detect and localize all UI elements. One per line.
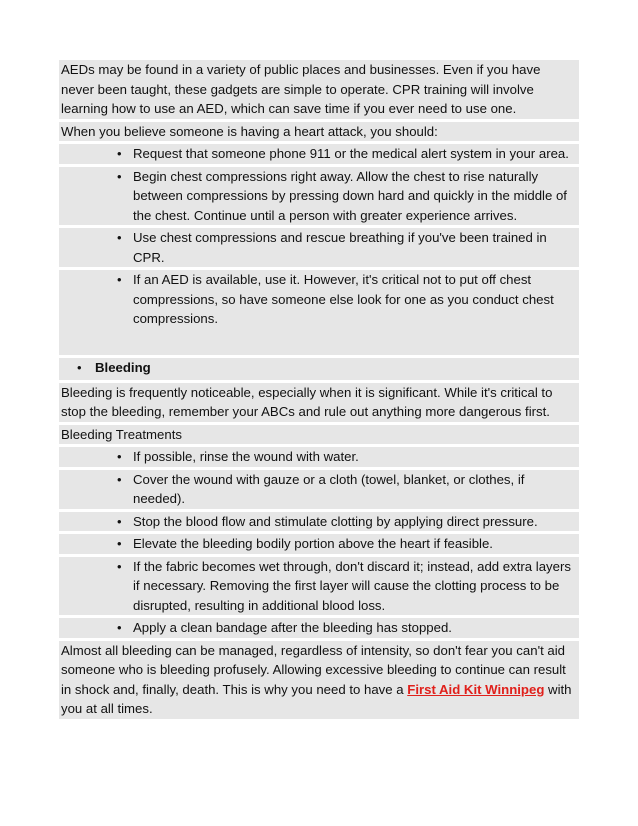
heart-attack-intro: When you believe someone is having a heart attack, you should: bbox=[59, 122, 579, 142]
list-item-text: Apply a clean bandage after the bleeding has stopped. bbox=[133, 620, 452, 635]
list-item-text: Request that someone phone 911 or the medical alert system in your area. bbox=[133, 146, 569, 161]
first-aid-kit-link[interactable]: First Aid Kit Winnipeg bbox=[407, 681, 545, 697]
closing-text-before-link: Almost all bleeding can be managed, regardless of intensity, so don't fear you can't aid someone who is bleeding profusely. Allowing excessive bleeding to continue can result in shock and, finally, death. This is why you need to have a bbox=[61, 642, 566, 697]
list-item-text: Use chest compressions and rescue breathing if you've been trained in CPR. bbox=[133, 230, 547, 265]
list-item bbox=[59, 228, 579, 267]
bleeding-heading-row bbox=[59, 358, 579, 380]
bullet-icon: • bbox=[117, 230, 122, 245]
list-item bbox=[59, 512, 579, 532]
list-item bbox=[59, 270, 579, 329]
aed-paragraph: AEDs may be found in a variety of public places and businesses. Even if you have never been taught, these gadgets are simple to operate. CPR training will involve learning how to use an AED, which can save time if you ever need to use one. bbox=[59, 60, 579, 119]
list-item-text: Elevate the bleeding bodily portion above the heart if feasible. bbox=[133, 536, 493, 551]
list-item-text: Begin chest compressions right away. Allow the chest to rise naturally between compressions by pressing down hard and quickly in the middle of the chest. Continue until a person with greater experience arrives. bbox=[133, 168, 567, 223]
list-item bbox=[59, 534, 579, 554]
bleeding-treatments-label: Bleeding Treatments bbox=[59, 425, 579, 445]
bullet-icon: • bbox=[117, 471, 122, 487]
heart-attack-steps-list bbox=[59, 144, 579, 329]
list-item-text: If an AED is available, use it. However, it's critical not to put off chest compressions, so have someone else look for one as you conduct chest compressions. bbox=[133, 272, 554, 326]
bullet-icon: • bbox=[77, 359, 82, 375]
closing-text-after-link: with you at all times. bbox=[61, 681, 572, 716]
list-item-text: If the fabric becomes wet through, don't discard it; instead, add extra layers if necessary. Removing the first layer will cause the clotting process to be disrupted, resulting in additional blood loss. bbox=[133, 558, 571, 613]
bleeding-paragraph: Bleeding is frequently noticeable, especially when it is significant. While it's critical to stop the bleeding, remember your ABCs and rule out anything more dangerous first. bbox=[59, 383, 579, 422]
list-item-text: Stop the blood flow and stimulate clotting by applying direct pressure. bbox=[133, 513, 538, 529]
bullet-icon: • bbox=[117, 146, 122, 161]
list-item bbox=[59, 557, 579, 616]
list-item-text: If possible, rinse the wound with water. bbox=[133, 449, 359, 464]
document-page bbox=[59, 60, 579, 719]
list-item bbox=[59, 144, 579, 164]
list-item bbox=[59, 447, 579, 467]
bullet-icon: • bbox=[117, 536, 122, 551]
bleeding-steps-list bbox=[59, 447, 579, 638]
closing-paragraph bbox=[59, 641, 579, 719]
list-item bbox=[59, 618, 579, 638]
list-item bbox=[59, 470, 579, 509]
bullet-icon: • bbox=[117, 620, 122, 635]
bullet-icon: • bbox=[117, 513, 122, 529]
list-item-text: Cover the wound with gauze or a cloth (towel, blanket, or clothes, if needed). bbox=[133, 471, 525, 506]
bullet-icon: • bbox=[117, 449, 122, 464]
list-item bbox=[59, 167, 579, 226]
bullet-icon: • bbox=[117, 168, 122, 184]
bleeding-heading: Bleeding bbox=[95, 359, 151, 375]
empty-line bbox=[59, 329, 579, 355]
bullet-icon: • bbox=[117, 272, 122, 287]
bullet-icon: • bbox=[117, 558, 122, 574]
